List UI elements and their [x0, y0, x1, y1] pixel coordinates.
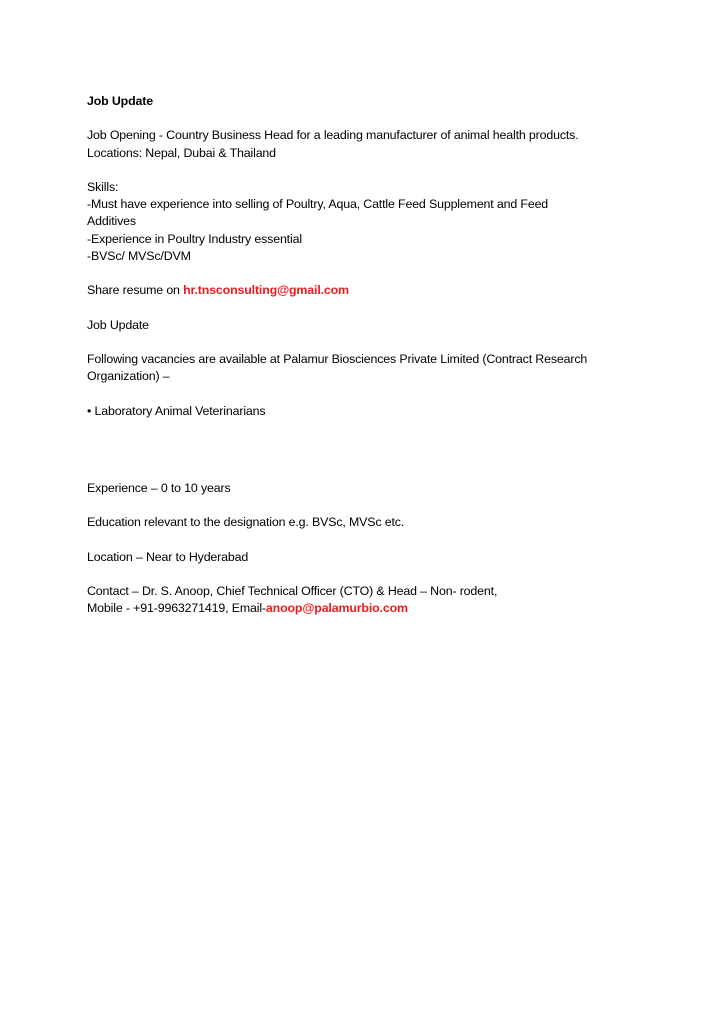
job2-intro-line2: Organization) –	[87, 369, 170, 384]
spacer	[87, 265, 687, 282]
job1-skill-1-line2: Additives	[87, 214, 136, 229]
spacer	[87, 497, 687, 514]
job1-locations: Locations: Nepal, Dubai & Thailand	[87, 145, 276, 160]
spacer	[87, 385, 687, 402]
job2-experience: Experience – 0 to 10 years	[87, 480, 231, 495]
spacer	[87, 532, 687, 549]
spacer	[87, 420, 687, 463]
job1-share-line	[87, 282, 687, 299]
spacer	[87, 463, 687, 480]
spacer	[87, 299, 687, 316]
document-page	[87, 93, 687, 618]
job2-contact-line1: Contact – Dr. S. Anoop, Chief Technical Officer (CTO) & Head – Non- rodent,	[87, 584, 498, 599]
job1-share-email-link[interactable]: hr.tnsconsulting@gmail.com	[183, 283, 349, 298]
spacer	[87, 334, 687, 351]
job1-heading: Job Update	[87, 94, 153, 108]
spacer	[87, 566, 687, 583]
job1-skill-3: -BVSc/ MVSc/DVM	[87, 248, 191, 263]
spacer	[87, 162, 687, 179]
job1-skills-label: Skills:	[87, 179, 119, 194]
job1-skill-1-line1: -Must have experience into selling of Poultry, Aqua, Cattle Feed Supplement and Feed	[87, 197, 549, 212]
job1-opening: Job Opening - Country Business Head for a leading manufacturer of animal health products.	[87, 128, 579, 143]
job1-skill-2: -Experience in Poultry Industry essential	[87, 231, 302, 246]
job1-share-prefix: Share resume on	[87, 283, 184, 298]
job2-education: Education relevant to the designation e.g. BVSc, MVSc etc.	[87, 515, 405, 530]
job2-intro-line1: Following vacancies are available at Palamur Biosciences Private Limited (Contract Research	[87, 351, 588, 366]
job2-contact-line2	[87, 600, 687, 617]
job2-contact-email-link[interactable]: anoop@palamurbio.com	[265, 601, 408, 616]
job2-location: Location – Near to Hyderabad	[87, 549, 249, 564]
job2-heading: Job Update	[87, 317, 149, 332]
spacer	[87, 110, 687, 127]
job2-vacancy-item: • Laboratory Animal Veterinarians	[87, 403, 266, 418]
job2-contact-mobile: Mobile - +91-9963271419, Email-	[87, 601, 266, 616]
